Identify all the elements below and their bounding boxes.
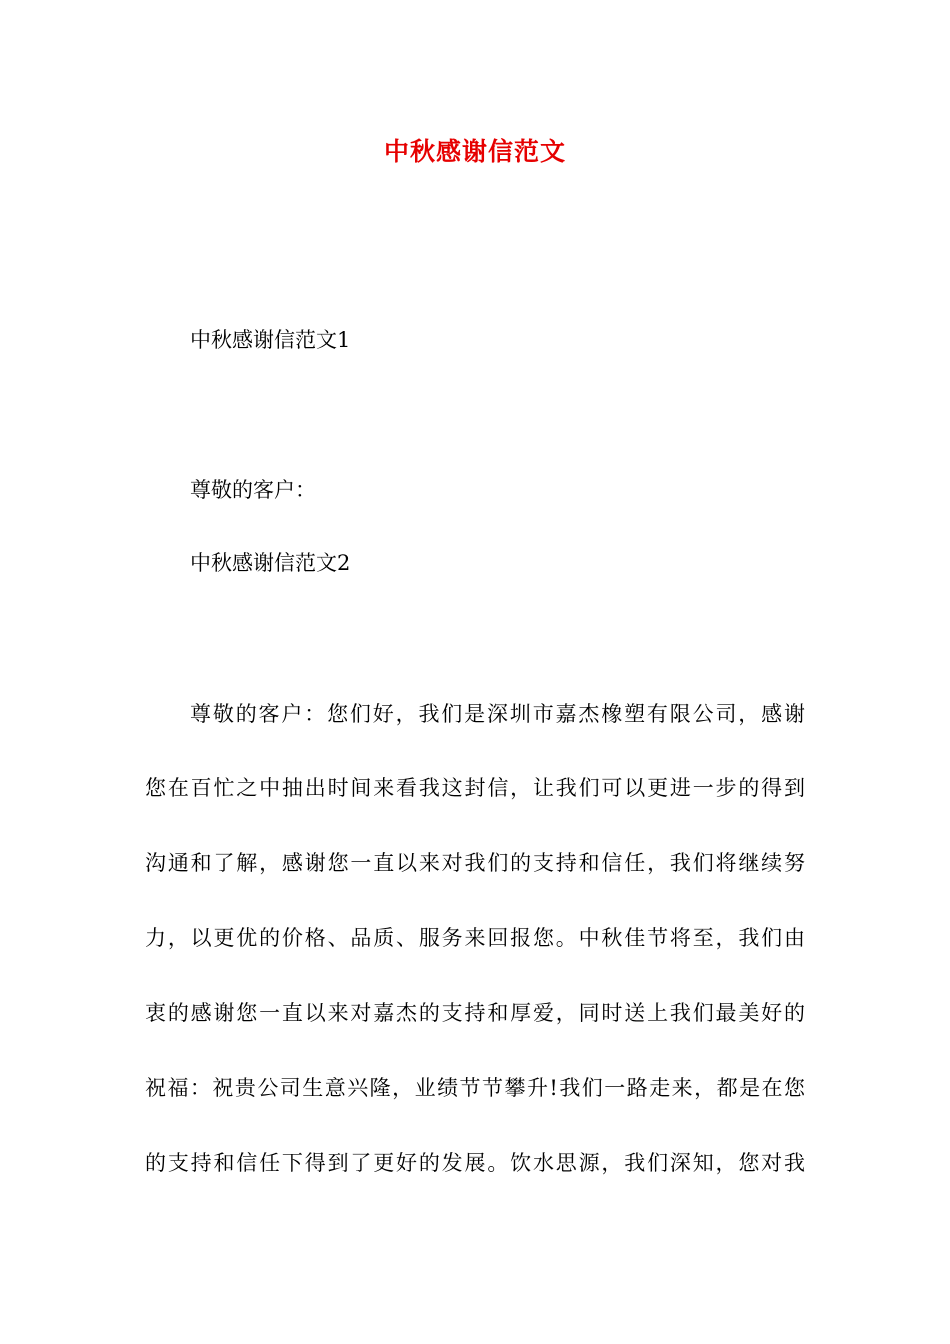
body-line: 祝福：祝贵公司生意兴隆，业绩节节攀升!我们一路走来，都是在您: [145, 1076, 805, 1100]
salutation-1: 尊敬的客户：: [190, 478, 316, 502]
document-title: 中秋感谢信范文: [383, 137, 566, 166]
body-line: 沟通和了解，感谢您一直以来对我们的支持和信任，我们将继续努: [145, 851, 805, 875]
body-line: 衷的感谢您一直以来对嘉杰的支持和厚爱，同时送上我们最美好的: [145, 1001, 805, 1025]
section-heading-1: 中秋感谢信范文1: [190, 328, 351, 352]
body-line: 您在百忙之中抽出时间来看我这封信，让我们可以更进一步的得到: [145, 776, 805, 800]
body-line: 力，以更优的价格、品质、服务来回报您。中秋佳节将至，我们由: [145, 926, 805, 950]
body-line: 尊敬的客户：您们好，我们是深圳市嘉杰橡塑有限公司，感谢: [190, 702, 805, 726]
section-heading-2: 中秋感谢信范文2: [190, 551, 351, 575]
body-line: 的支持和信任下得到了更好的发展。饮水思源，我们深知，您对我: [145, 1151, 805, 1175]
